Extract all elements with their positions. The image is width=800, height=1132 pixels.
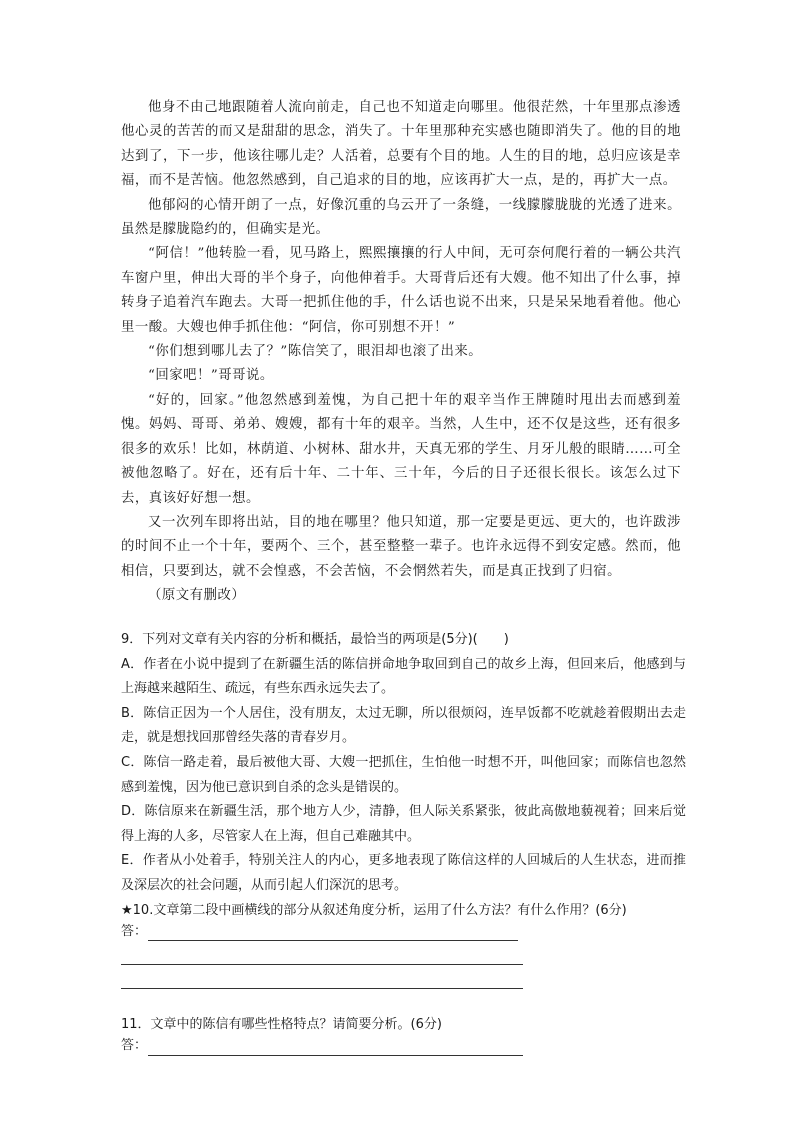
source-note: （原文有删改） (148, 588, 246, 604)
story-paragraph-6: “好的，回家。”他忽然感到羞愧，为自己把十年的艰辛当作王牌随时甩出去而感到羞愧。妈妈、哥哥、弟弟、嫂嫂，都有十年的艰辛。当然，人生中，还不仅是这些，还有很多很多的欢乐！比如，林荫道、小树林、甜水井，天真无邪的学生、月牙儿般的眼睛……可全被他忽略了。好在，还有后十年、二十年、三十年，今后的日子还很长很长。该怎么过下去，真该好好想一想。 (121, 392, 681, 506)
answer-label: 答： (121, 1038, 148, 1054)
question-9-stem: 9．下列对文章有关内容的分析和概括，最恰当的两项是(5分)( ) (121, 632, 509, 647)
story-paragraph-3: “阿信！”他转脸一看，见马路上，熙熙攘攘的行人中间，无可奈何爬行着的一辆公共汽车窗户里，伸出大哥的半个身子，向他伸着手。大哥背后还有大嫂。他不知出了什么事，掉转身子追着汽车跑去。大哥一把抓住他的手，什么话也说不出来，只是呆呆地看着他。他心里一酸。大嫂也伸手抓住他：“阿信，你可别想不开！” (121, 246, 681, 335)
story-text (121, 96, 681, 609)
question-10-stem: ★10.文章第二段中画横线的部分从叙述角度分析，运用了什么方法？有什么作用？(6分) (121, 902, 627, 918)
question-9-option-e: E．作者从小处着手，特别关注人的内心，更多地表现了陈信这样的人回城后的人生状态，进而推及深层次的社会问题，从而引起人们深沉的思考。 (121, 853, 686, 893)
story-paragraph-7: 又一次列车即将出站，目的地在哪里？他只知道，那一定要是更远、更大的，也许跋涉的时间不止一个十年，要两个、三个，甚至整整一辈子。也许永远得不到安定感。然而，他相信，只要到达，就不会惶惑，不会苦恼，不会惘然若失，而是真正找到了归宿。 (121, 514, 681, 579)
questions-section (121, 628, 686, 1062)
answer-rule (121, 988, 523, 989)
answer-line-10-3[interactable] (121, 971, 686, 995)
answer-rule (148, 940, 518, 941)
question-9-option-c: C．陈信一路走着，最后被他大哥、大嫂一把抓住，生怕他一时想不开，叫他回家；而陈信也忽然感到羞愧，因为他已意识到自杀的念头是错误的。 (121, 754, 686, 795)
question-11-stem: 11．文章中的陈信有哪些性格特点？请简要分析。(6分) (121, 1017, 442, 1033)
story-paragraph-2: 他郁闷的心情开朗了一点，好像沉重的乌云开了一条缝，一线朦朦胧胧的光透了进来。虽然是朦胧隐约的，但确实是光。 (121, 197, 681, 238)
story-paragraph-5: “回家吧！”哥哥说。 (148, 368, 274, 384)
question-9-option-b: B．陈信正因为一个人居住，没有朋友，太过无聊，所以很烦闷，连早饭都不吃就趁着假期出去走走，就是想找回那曾经失落的青春岁月。 (121, 705, 686, 746)
story-paragraph-4: “你们想到哪儿去了？”陈信笑了，眼泪却也滚了出来。 (148, 344, 483, 360)
story-paragraph-1: 他身不由己地跟随着人流向前走，自己也不知道走向哪里。他很茫然，十年里那点渗透他心灵的苦苦的而又是甜甜的思念，消失了。十年里那种充实感也随即消失了。他的目的地达到了，下一步，他该往哪儿走？人活着，总要有个目的地。人生的目的地，总归应该是幸福，而不是苦恼。他忽然感到，自己追求的目的地，应该再扩大一点，是的，再扩大一点。 (121, 100, 681, 189)
answer-rule (121, 964, 523, 965)
answer-line-10-2[interactable] (121, 947, 686, 971)
question-9-option-d: D．陈信原来在新疆生活，那个地方人少，清静，但人际关系紧张，彼此高傲地藐视着；回来后觉得上海的人多，尽管家人在上海，但自己难融其中。 (121, 804, 686, 844)
answer-label: 答： (121, 923, 148, 939)
answer-line-10-1[interactable] (121, 923, 686, 947)
answer-rule (148, 1055, 523, 1056)
question-9-option-a: A．作者在小说中提到了在新疆生活的陈信拼命地争取回到自己的故乡上海，但回来后，他感到与上海越来越陌生、疏远，有些东西永远失去了。 (121, 656, 686, 697)
answer-line-11-1[interactable] (121, 1038, 686, 1062)
